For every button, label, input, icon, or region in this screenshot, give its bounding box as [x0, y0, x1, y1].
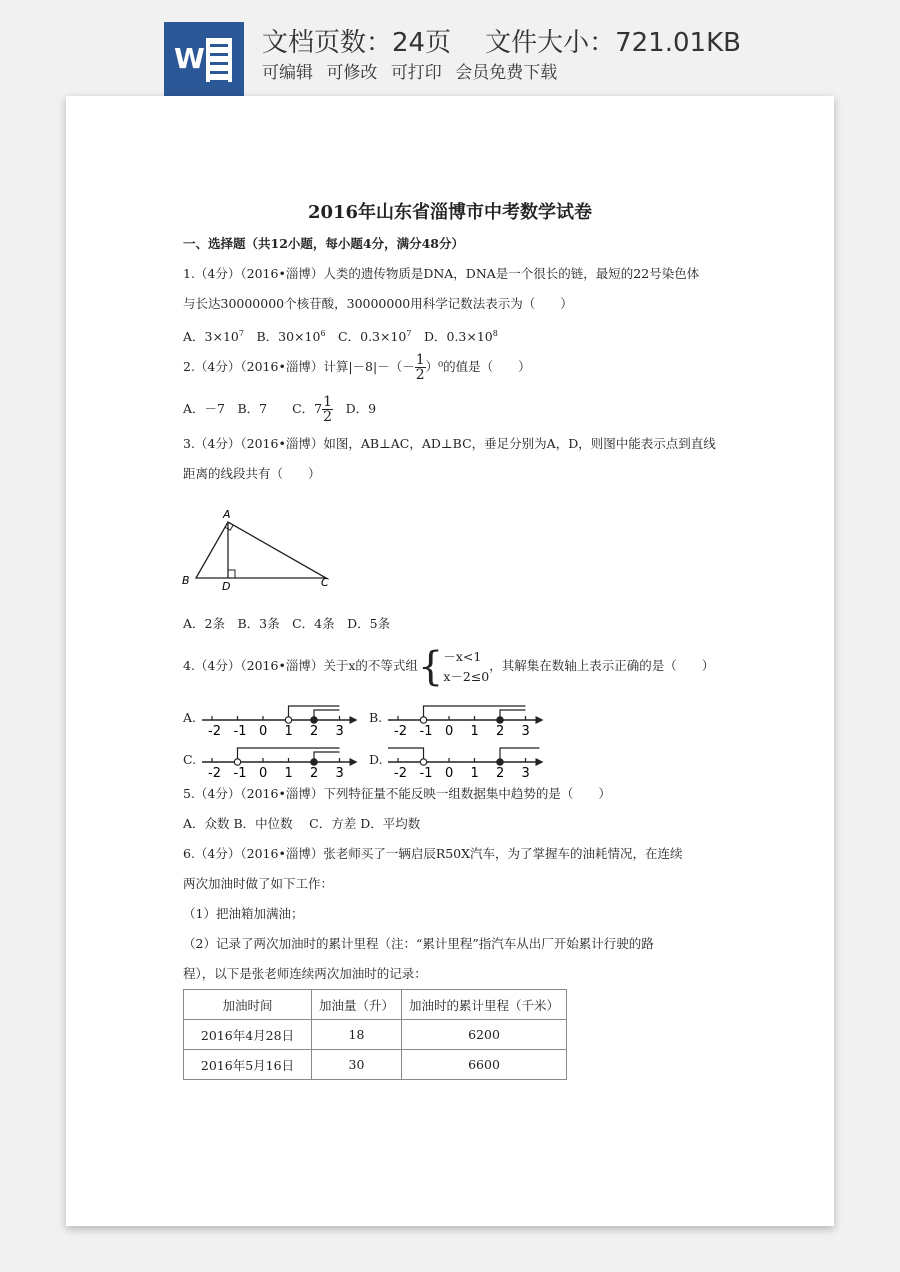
tick-label: 0	[445, 766, 454, 778]
q1-options: A．$3\times 10^7$ B．$30\times 10^6$ C．$0.3\times 10^7$ D．$0.3\times 10^8$	[183, 329, 498, 345]
q2-line: 2.（4分）（2016•淄博）计算|－8|－（－ $\frac{1}{2}$ ）⁰的值是（ ）	[183, 352, 531, 383]
table-header: 加油时的累计里程（千米）	[402, 990, 567, 1020]
table-header-row	[184, 990, 567, 1020]
tick-label: -1	[233, 724, 247, 736]
q6-line2: 两次加油时做了如下工作：	[183, 876, 334, 891]
label-d: D	[222, 580, 231, 591]
open-point	[420, 717, 426, 723]
q6-step2b: 程），以下是张老师连续两次加油时的记录：	[183, 966, 427, 981]
q4-label-a: A.	[183, 710, 197, 725]
table-header: 加油量（升）	[312, 990, 402, 1020]
q2-options: A．－7 B．7 C．7 $\frac{1}{2}$ D．9	[183, 394, 377, 425]
number-line-b	[386, 694, 551, 736]
open-point	[285, 717, 291, 723]
table-row	[184, 1050, 567, 1080]
label-b: B	[182, 574, 190, 587]
tick-label: 0	[259, 766, 268, 778]
section-heading: 一、选择题（共12小题，每小题4分，满分48分）	[183, 236, 464, 251]
triangle-figure	[178, 506, 338, 591]
tick-label: -1	[419, 724, 433, 736]
table-cell: 30	[312, 1050, 402, 1080]
table-cell: 6600	[402, 1050, 567, 1080]
closed-point	[311, 759, 317, 765]
q5-line: 5.（4分）（2016•淄博）下列特征量不能反映一组数据集中趋势的是（ ）	[183, 786, 611, 801]
closed-point	[497, 759, 503, 765]
tick-label: 3	[335, 766, 344, 778]
table-row	[184, 1020, 567, 1050]
tick-label: -2	[208, 724, 221, 736]
tick-label: 0	[259, 724, 268, 736]
number-line-c	[200, 736, 360, 778]
document-page	[66, 96, 834, 1226]
tick-label: -1	[419, 766, 433, 778]
tick-label: 1	[470, 724, 479, 736]
tick-label: 2	[496, 766, 505, 778]
q3-line1: 3.（4分）（2016•淄博）如图，AB⊥AC，AD⊥BC，垂足分别为A，D，则图中能表示点到直线	[183, 436, 716, 451]
feature-free-download: 会员免费下载	[455, 63, 558, 83]
tick-label: -2	[394, 724, 407, 736]
open-point	[420, 759, 426, 765]
q3-line2: 距离的线段共有（ ）	[183, 466, 321, 481]
table-cell: 18	[312, 1020, 402, 1050]
fuel-record-table	[183, 989, 567, 1080]
q1-line2: 与长达30000000个核苷酸，30000000用科学记数法表示为（ ）	[183, 296, 573, 311]
number-line-a	[200, 694, 360, 736]
feature-printable: 可打印	[390, 63, 442, 83]
q4-line: 4.（4分）（2016•淄博）关于x的不等式组{－x<1 x－2≤0，其解集在数轴上表示正确的是（ ）	[183, 643, 715, 690]
q1-line1: 1.（4分）（2016•淄博）人类的遗传物质是DNA，DNA是一个很长的链，最短的22号染色体	[183, 266, 700, 281]
file-size: 文件大小：721.01KB	[485, 28, 741, 58]
label-a: A	[223, 508, 231, 521]
table-cell: 2016年4月28日	[184, 1020, 312, 1050]
tick-label: 3	[335, 724, 344, 736]
q4-label-b: B.	[369, 710, 383, 725]
q6-step1: （1）把油箱加满油；	[183, 906, 304, 921]
q4-label-d: D.	[369, 752, 383, 767]
q5-options: A．众数 B．中位数 C．方差 D．平均数	[183, 816, 421, 831]
word-icon: W	[164, 22, 244, 96]
tick-label: 1	[284, 724, 293, 736]
open-point	[234, 759, 240, 765]
tick-label: 3	[521, 766, 530, 778]
tick-label: 1	[470, 766, 479, 778]
tick-label: -2	[208, 766, 221, 778]
feature-editable: 可编辑	[262, 63, 313, 83]
page-count: 文档页数：24页	[262, 28, 452, 58]
number-line-d	[386, 736, 551, 778]
fraction: $\frac{1}{2}$	[323, 394, 333, 425]
tick-label: 2	[310, 766, 319, 778]
feature-modifiable: 可修改	[326, 63, 378, 83]
tick-label: 1	[284, 766, 293, 778]
closed-point	[311, 717, 317, 723]
fraction: $\frac{1}{2}$	[415, 352, 425, 383]
table-header: 加油时间	[184, 990, 312, 1020]
doc-features	[262, 58, 565, 83]
q4-label-c: C.	[183, 752, 197, 767]
doc-stats	[262, 22, 775, 59]
doc-banner	[0, 0, 900, 96]
tick-label: 2	[496, 724, 505, 736]
closed-point	[497, 717, 503, 723]
table-cell: 2016年5月16日	[184, 1050, 312, 1080]
table-cell: 6200	[402, 1020, 567, 1050]
tick-label: 3	[521, 724, 530, 736]
q6-step2a: （2）记录了两次加油时的累计里程（注：“累计里程”指汽车从出厂开始累计行驶的路	[183, 936, 654, 951]
q3-options: A．2条 B．3条 C．4条 D．5条	[183, 616, 391, 631]
q6-line1: 6.（4分）（2016•淄博）张老师买了一辆启辰R50X汽车，为了掌握车的油耗情况，在连续	[183, 846, 683, 861]
page-title: 2016年山东省淄博市中考数学试卷	[307, 202, 593, 223]
tick-label: -2	[394, 766, 407, 778]
label-c: C	[321, 576, 329, 589]
tick-label: 2	[310, 724, 319, 736]
tick-label: -1	[233, 766, 247, 778]
tick-label: 0	[445, 724, 454, 736]
